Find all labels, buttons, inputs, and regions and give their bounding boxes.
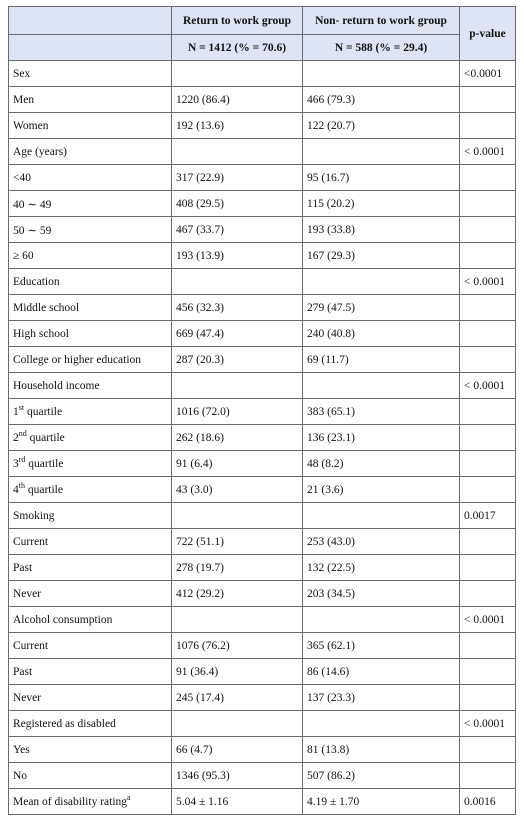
row-label-cell: [9, 191, 172, 217]
row-label-superscript: nd: [18, 428, 27, 438]
nonreturn-group-value: 86 (14.6): [303, 659, 460, 685]
return-group-value: [172, 711, 303, 737]
row-label: No: [13, 769, 28, 782]
p-value: [460, 347, 516, 373]
nonreturn-group-value: 365 (62.1): [303, 633, 460, 659]
return-group-value: [172, 139, 303, 165]
p-value: < 0.0001: [460, 711, 516, 737]
table-row: [9, 581, 516, 607]
row-label-cell: [9, 451, 172, 477]
return-group-value: 66 (4.7): [172, 737, 303, 763]
return-group-value: 467 (33.7): [172, 217, 303, 243]
return-group-value: [172, 61, 303, 87]
row-label-cell: [9, 477, 172, 503]
row-label: Middle school: [13, 301, 80, 314]
return-group-value: 669 (47.4): [172, 321, 303, 347]
return-group-value: 1220 (86.4): [172, 87, 303, 113]
table-row: [9, 321, 516, 347]
nonreturn-group-value: 253 (43.0): [303, 529, 460, 555]
return-group-value: 245 (17.4): [172, 685, 303, 711]
row-label: 40 ∼ 49: [13, 198, 52, 211]
row-label-cell: [9, 165, 172, 191]
table-row: [9, 685, 516, 711]
table-row: [9, 191, 516, 217]
row-label-cell: [9, 555, 172, 581]
p-value: [460, 451, 516, 477]
nonreturn-group-value: 4.19 ± 1.70: [303, 789, 460, 815]
row-label: 1: [13, 405, 19, 418]
row-label: Sex: [13, 67, 31, 80]
row-label-suffix: quartile: [24, 405, 63, 418]
characteristics-table: [8, 6, 516, 815]
nonreturn-group-value: 203 (34.5): [303, 581, 460, 607]
row-label: <40: [13, 171, 31, 184]
nonreturn-group-value: 95 (16.7): [303, 165, 460, 191]
p-value: < 0.0001: [460, 607, 516, 633]
row-label-cell: [9, 113, 172, 139]
row-label: Smoking: [13, 509, 55, 522]
nonreturn-group-value: [303, 711, 460, 737]
table-row: [9, 243, 516, 269]
table-row: [9, 425, 516, 451]
nonreturn-group-value: 69 (11.7): [303, 347, 460, 373]
row-label-cell: [9, 269, 172, 295]
p-value: [460, 659, 516, 685]
return-group-value: 722 (51.1): [172, 529, 303, 555]
row-label-cell: [9, 737, 172, 763]
row-label-suffix: quartile: [24, 483, 63, 496]
row-label-superscript: a: [127, 792, 131, 802]
header-nonreturn-group: Non- return to work group: [303, 7, 460, 35]
p-value: [460, 633, 516, 659]
row-label: Never: [13, 691, 42, 704]
nonreturn-group-value: [303, 269, 460, 295]
nonreturn-group-value: 81 (13.8): [303, 737, 460, 763]
return-group-value: 193 (13.9): [172, 243, 303, 269]
row-label-cell: [9, 581, 172, 607]
p-value: [460, 113, 516, 139]
table-row: [9, 295, 516, 321]
return-group-value: [172, 607, 303, 633]
header-return-group: Return to work group: [172, 7, 303, 35]
row-label-cell: [9, 763, 172, 789]
header-p-value: p-value: [460, 7, 516, 61]
row-label: College or higher education: [13, 353, 142, 366]
row-label: Current: [13, 535, 49, 548]
row-label: ≥ 60: [13, 249, 34, 262]
nonreturn-group-value: 132 (22.5): [303, 555, 460, 581]
row-label-cell: [9, 87, 172, 113]
header-row: [9, 7, 516, 35]
table-row: [9, 633, 516, 659]
row-label: Alcohol consumption: [13, 613, 113, 626]
nonreturn-group-value: 122 (20.7): [303, 113, 460, 139]
row-label: Women: [13, 119, 49, 132]
return-group-value: 287 (20.3): [172, 347, 303, 373]
row-label: Mean of disability rating: [13, 795, 128, 808]
table-row: [9, 373, 516, 399]
p-value: [460, 191, 516, 217]
row-label-cell: [9, 61, 172, 87]
p-value: 0.0016: [460, 789, 516, 815]
return-group-value: 456 (32.3): [172, 295, 303, 321]
table-row: [9, 347, 516, 373]
table-row: [9, 217, 516, 243]
nonreturn-group-value: 279 (47.5): [303, 295, 460, 321]
table-row: [9, 555, 516, 581]
table-row: [9, 477, 516, 503]
return-group-value: 43 (3.0): [172, 477, 303, 503]
return-group-value: [172, 269, 303, 295]
p-value: [460, 399, 516, 425]
nonreturn-group-value: 167 (29.3): [303, 243, 460, 269]
row-label: 50 ∼ 59: [13, 224, 52, 237]
table-row: [9, 789, 516, 815]
row-label: Age (years): [13, 145, 67, 158]
nonreturn-group-value: 240 (40.8): [303, 321, 460, 347]
row-label-superscript: rd: [18, 454, 26, 464]
row-label: 4: [13, 483, 19, 496]
nonreturn-group-value: [303, 607, 460, 633]
row-label: Registered as disabled: [13, 717, 116, 730]
header-n-return: N = 1412 (% = 70.6): [172, 35, 303, 61]
p-value: [460, 217, 516, 243]
p-value: [460, 165, 516, 191]
row-label-cell: [9, 711, 172, 737]
row-label: Past: [13, 665, 33, 678]
row-label-cell: [9, 373, 172, 399]
p-value: <0.0001: [460, 61, 516, 87]
return-group-value: 278 (19.7): [172, 555, 303, 581]
header-n-row: [9, 35, 516, 61]
table-row: [9, 659, 516, 685]
nonreturn-group-value: 115 (20.2): [303, 191, 460, 217]
table-row: [9, 607, 516, 633]
row-label-cell: [9, 633, 172, 659]
row-label-cell: [9, 503, 172, 529]
p-value: [460, 763, 516, 789]
nonreturn-group-value: [303, 61, 460, 87]
row-label-cell: [9, 139, 172, 165]
return-group-value: 91 (36.4): [172, 659, 303, 685]
nonreturn-group-value: 48 (8.2): [303, 451, 460, 477]
nonreturn-group-value: 136 (23.1): [303, 425, 460, 451]
p-value: [460, 529, 516, 555]
return-group-value: 1016 (72.0): [172, 399, 303, 425]
row-label: Household income: [13, 379, 100, 392]
return-group-value: [172, 503, 303, 529]
return-group-value: [172, 373, 303, 399]
row-label-superscript: th: [18, 480, 25, 490]
nonreturn-group-value: 466 (79.3): [303, 87, 460, 113]
nonreturn-group-value: 507 (86.2): [303, 763, 460, 789]
table-row: [9, 503, 516, 529]
p-value: [460, 243, 516, 269]
header-n-nonreturn: N = 588 (% = 29.4): [303, 35, 460, 61]
row-label: Never: [13, 587, 42, 600]
table-row: [9, 61, 516, 87]
row-label: Men: [13, 93, 35, 106]
p-value: < 0.0001: [460, 373, 516, 399]
nonreturn-group-value: 193 (33.8): [303, 217, 460, 243]
p-value: [460, 685, 516, 711]
row-label-suffix: quartile: [26, 431, 65, 444]
p-value: [460, 477, 516, 503]
row-label: 3: [13, 457, 19, 470]
table-row: [9, 529, 516, 555]
nonreturn-group-value: 21 (3.6): [303, 477, 460, 503]
nonreturn-group-value: [303, 503, 460, 529]
row-label: Past: [13, 561, 33, 574]
table-row: [9, 113, 516, 139]
return-group-value: 262 (18.6): [172, 425, 303, 451]
table-row: [9, 87, 516, 113]
return-group-value: 91 (6.4): [172, 451, 303, 477]
nonreturn-group-value: 383 (65.1): [303, 399, 460, 425]
table-row: [9, 763, 516, 789]
row-label-cell: [9, 243, 172, 269]
table-row: [9, 451, 516, 477]
return-group-value: 1076 (76.2): [172, 633, 303, 659]
header-n-corner: [9, 35, 172, 61]
table-container: [8, 6, 516, 815]
p-value: < 0.0001: [460, 269, 516, 295]
table-row: [9, 737, 516, 763]
return-group-value: 412 (29.2): [172, 581, 303, 607]
header-corner-cell: [9, 7, 172, 35]
row-label-cell: [9, 659, 172, 685]
row-label-cell: [9, 425, 172, 451]
table-row: [9, 139, 516, 165]
p-value: [460, 737, 516, 763]
return-group-value: 192 (13.6): [172, 113, 303, 139]
p-value: 0.0017: [460, 503, 516, 529]
nonreturn-group-value: [303, 373, 460, 399]
row-label-cell: [9, 789, 172, 815]
row-label-cell: [9, 347, 172, 373]
row-label: Education: [13, 275, 60, 288]
row-label-cell: [9, 295, 172, 321]
p-value: [460, 295, 516, 321]
row-label-suffix: quartile: [25, 457, 64, 470]
p-value: [460, 555, 516, 581]
row-label-cell: [9, 321, 172, 347]
row-label-superscript: st: [18, 402, 25, 412]
return-group-value: 1346 (95.3): [172, 763, 303, 789]
row-label-cell: [9, 217, 172, 243]
return-group-value: 5.04 ± 1.16: [172, 789, 303, 815]
table-row: [9, 269, 516, 295]
row-label-cell: [9, 607, 172, 633]
p-value: < 0.0001: [460, 139, 516, 165]
p-value: [460, 425, 516, 451]
table-row: [9, 399, 516, 425]
row-label-cell: [9, 529, 172, 555]
p-value: [460, 581, 516, 607]
return-group-value: 408 (29.5): [172, 191, 303, 217]
table-row: [9, 165, 516, 191]
p-value: [460, 321, 516, 347]
nonreturn-group-value: [303, 139, 460, 165]
row-label: 2: [13, 431, 19, 444]
nonreturn-group-value: 137 (23.3): [303, 685, 460, 711]
return-group-value: 317 (22.9): [172, 165, 303, 191]
row-label-cell: [9, 399, 172, 425]
row-label: Current: [13, 639, 49, 652]
row-label: High school: [13, 327, 69, 340]
row-label: Yes: [13, 743, 30, 756]
table-row: [9, 711, 516, 737]
row-label-cell: [9, 685, 172, 711]
p-value: [460, 87, 516, 113]
